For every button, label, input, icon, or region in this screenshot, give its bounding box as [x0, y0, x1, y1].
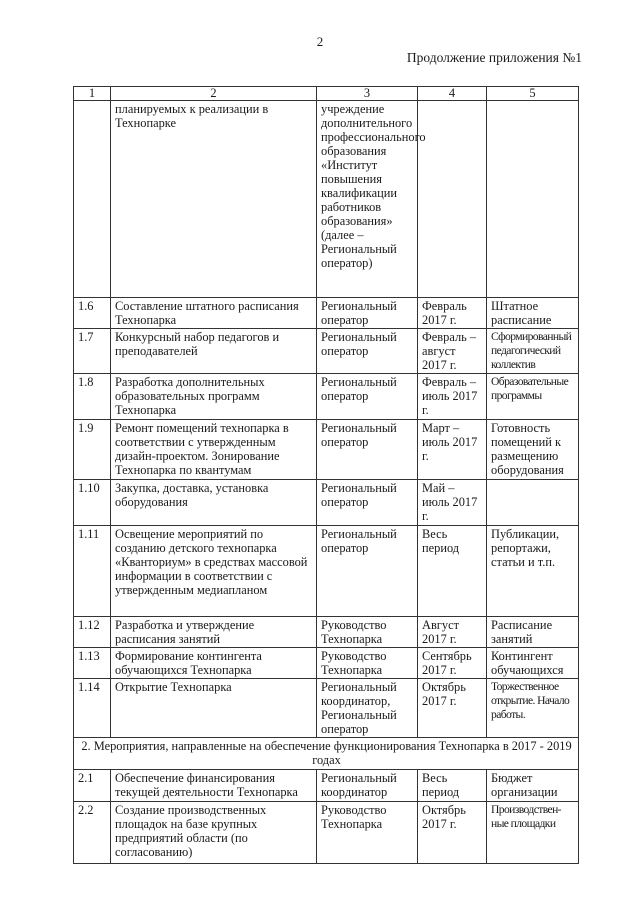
row-number: 1.6 [74, 298, 111, 329]
row-number: 1.12 [74, 617, 111, 648]
row-result: Штатное расписание [487, 298, 579, 329]
row-result: Контингент обучающихся [487, 648, 579, 679]
row-executor: Региональный оператор [317, 329, 418, 374]
header-col-2: 2 [111, 87, 317, 101]
table-row [74, 526, 579, 617]
section-2-title: 2. Мероприятия, направленные на обеспечение функционирования Технопарка в 2017 - 2019 годах [74, 738, 579, 770]
row-result: Расписание занятий [487, 617, 579, 648]
header-col-1: 1 [74, 87, 111, 101]
page-number: 2 [316, 34, 324, 49]
table-row [74, 679, 579, 738]
table-row [74, 770, 579, 802]
row-task: Формирование контингента обучающихся Технопарка [111, 648, 317, 679]
row-term [418, 101, 487, 298]
row-term: Весь период [418, 770, 487, 802]
section-heading-row [74, 738, 579, 770]
row-executor: Региональный оператор [317, 374, 418, 420]
row-executor: Руководство Технопарка [317, 617, 418, 648]
continuation-title: Продолжение приложения №1 [406, 50, 582, 65]
row-term: Февраль 2017 г. [418, 298, 487, 329]
row-result: Сформированный педагогический коллектив [487, 329, 579, 374]
table-row [74, 617, 579, 648]
table-row [74, 298, 579, 329]
row-result: Бюджет организации [487, 770, 579, 802]
row-result: Публикации, репортажи, статьи и т.п. [487, 526, 579, 617]
table-row [74, 101, 579, 298]
row-executor: Региональный оператор [317, 420, 418, 480]
table-row [74, 648, 579, 679]
row-term: Февраль – август 2017 г. [418, 329, 487, 374]
row-number: 1.11 [74, 526, 111, 617]
row-number: 1.13 [74, 648, 111, 679]
table-row [74, 480, 579, 526]
header-col-5: 5 [487, 87, 579, 101]
row-term: Октябрь 2017 г. [418, 679, 487, 738]
row-executor: Региональный координатор [317, 770, 418, 802]
row-term: Весь период [418, 526, 487, 617]
row-number: 1.14 [74, 679, 111, 738]
table-row [74, 802, 579, 864]
row-executor: Руководство Технопарка [317, 648, 418, 679]
row-number: 1.10 [74, 480, 111, 526]
table-row [74, 374, 579, 420]
table-row [74, 420, 579, 480]
row-executor: Региональный координатор, Региональный оператор [317, 679, 418, 738]
row-number: 1.7 [74, 329, 111, 374]
row-executor: Региональный оператор [317, 298, 418, 329]
row-term: Октябрь 2017 г. [418, 802, 487, 864]
table-row [74, 329, 579, 374]
row-result: Торжественное открытие. Начало работы. [487, 679, 579, 738]
row-number: 1.9 [74, 420, 111, 480]
row-task: Обеспечение финансирования текущей деятельности Технопарка [111, 770, 317, 802]
row-result [487, 101, 579, 298]
row-result: Производствен-ные площадки [487, 802, 579, 864]
row-task: Закупка, доставка, установка оборудования [111, 480, 317, 526]
row-number [74, 101, 111, 298]
row-task: Освещение мероприятий по созданию детского технопарка «Кванториум» в средствах массовой информации в соответствии с утвержденным медиапланом [111, 526, 317, 617]
row-executor: Региональный оператор [317, 480, 418, 526]
row-task: Разработка дополнительных образовательных программ Технопарка [111, 374, 317, 420]
plan-table [73, 86, 579, 864]
row-task: Конкурсный набор педагогов и преподавателей [111, 329, 317, 374]
header-col-3: 3 [317, 87, 418, 101]
row-executor: Руководство Технопарка [317, 802, 418, 864]
row-term: Сентябрь 2017 г. [418, 648, 487, 679]
row-task: планируемых к реализации в Технопарке [111, 101, 317, 298]
row-task: Составление штатного расписания Технопарка [111, 298, 317, 329]
row-result: Готовность помещений к размещению оборудования [487, 420, 579, 480]
row-executor: учреждение дополнительного профессионального образования «Институт повышения квалификации работников образования» (далее – Региональный оператор) [317, 101, 418, 298]
row-task: Разработка и утверждение расписания занятий [111, 617, 317, 648]
row-term: Февраль – июль 2017 г. [418, 374, 487, 420]
row-executor: Региональный оператор [317, 526, 418, 617]
header-col-4: 4 [418, 87, 487, 101]
row-number: 2.1 [74, 770, 111, 802]
row-result: Образовательные программы [487, 374, 579, 420]
row-task: Ремонт помещений технопарка в соответствии с утвержденным дизайн-проектом. Зонирование Технопарка по квантумам [111, 420, 317, 480]
row-number: 2.2 [74, 802, 111, 864]
row-term: Март – июль 2017 г. [418, 420, 487, 480]
table-header-row [74, 87, 579, 101]
row-task: Открытие Технопарка [111, 679, 317, 738]
row-task: Создание производственных площадок на базе крупных предприятий области (по согласованию) [111, 802, 317, 864]
row-term: Август 2017 г. [418, 617, 487, 648]
row-number: 1.8 [74, 374, 111, 420]
row-result [487, 480, 579, 526]
row-term: Май – июль 2017 г. [418, 480, 487, 526]
